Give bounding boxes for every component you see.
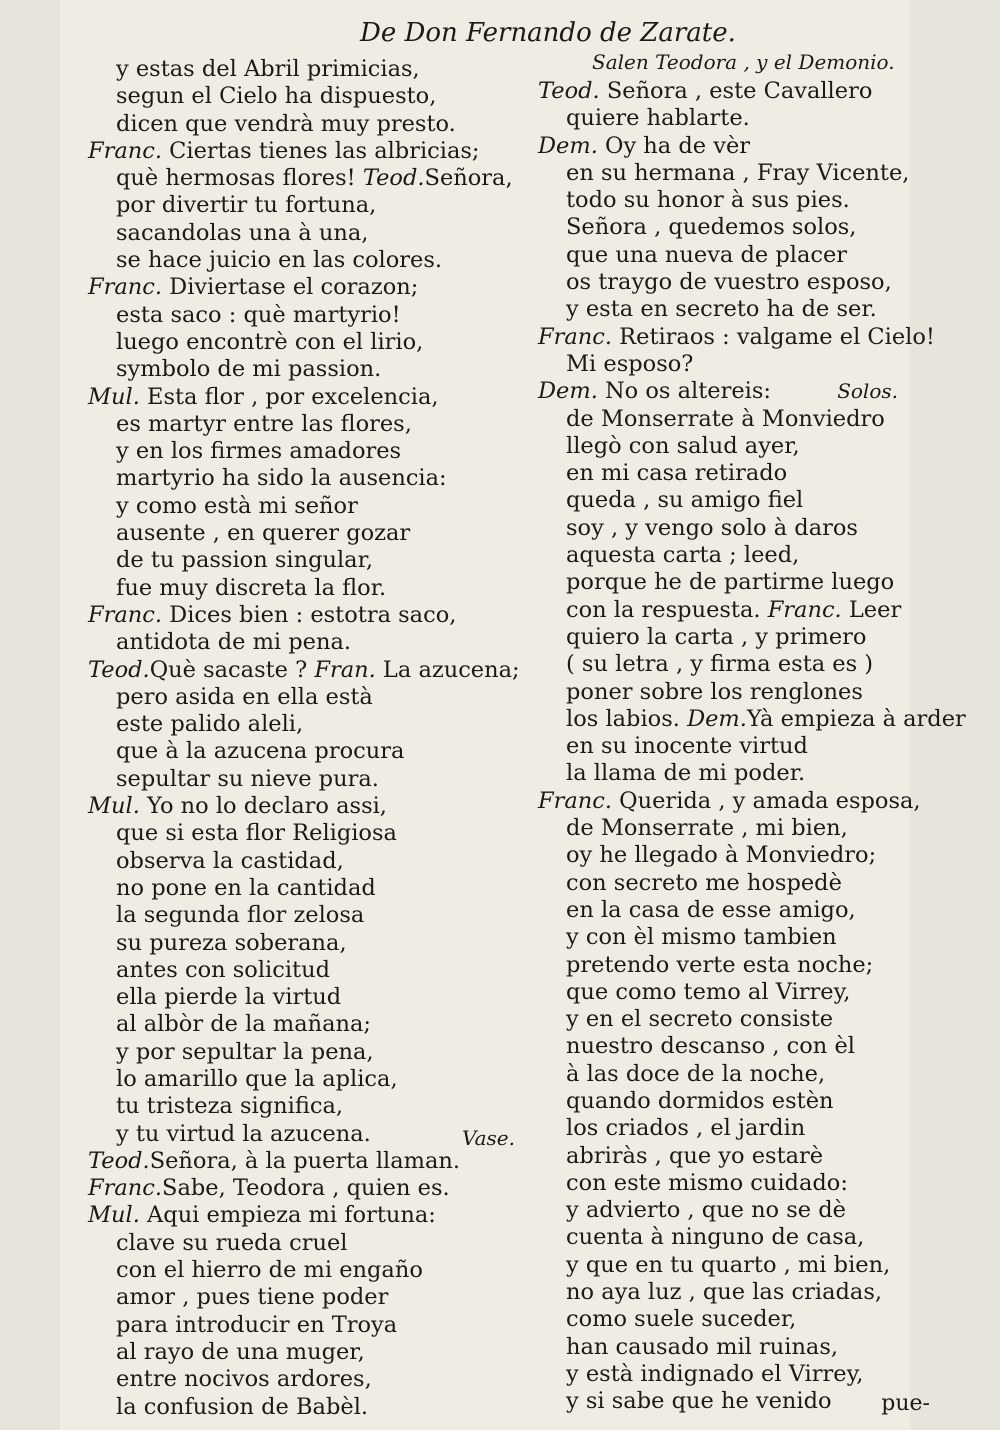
verse-line [538, 679, 898, 706]
verse-line [538, 1115, 898, 1142]
speaker-label: Franc. [88, 601, 163, 628]
verse-line [538, 406, 898, 433]
verse-line [538, 842, 898, 869]
verse-line [538, 979, 898, 1006]
verse-text: y en el secreto consiste [566, 1006, 834, 1033]
verse-text: y si sabe que he venido [566, 1388, 832, 1415]
verse-text: entre nocivos ardores, [116, 1366, 372, 1393]
verse-line [88, 984, 528, 1011]
verse-text: clave su rueda cruel [116, 1229, 348, 1256]
verse-text: martyrio ha sido la ausencia: [116, 465, 447, 492]
verse-text: la llama de mi poder. [566, 760, 806, 787]
verse-text: los labios. [566, 705, 688, 732]
verse-line [538, 733, 898, 760]
verse-line [538, 651, 898, 678]
verse-line [88, 520, 528, 547]
verse-line [88, 930, 528, 957]
verse-line [88, 1339, 528, 1366]
verse-line [538, 433, 898, 460]
verse-line [538, 351, 898, 378]
verse-text: dicen que vendrà muy presto. [116, 110, 456, 137]
speaker-label: Franc. [538, 323, 613, 350]
verse-text: oy he llegado à Monviedro; [566, 842, 877, 869]
verse-text: queda , su amigo fiel [566, 487, 804, 514]
verse-text: y estas del Abril primicias, [116, 56, 420, 82]
verse-line [538, 542, 898, 569]
verse-line [538, 296, 898, 323]
verse-line [88, 165, 528, 192]
verse-text: esta saco : què martyrio! [116, 301, 401, 328]
verse-text: la confusion de Babèl. [116, 1393, 369, 1420]
verse-line [538, 596, 902, 624]
speaker-label: Franc. [88, 137, 163, 164]
verse-text: tu tristeza significa, [116, 1093, 344, 1120]
verse-text: luego encontrè con el lirio, [116, 328, 424, 355]
verse-text: para introducir en Troya [116, 1311, 398, 1338]
verse-text: como suele suceder, [566, 1306, 797, 1333]
verse-line [88, 220, 528, 247]
verse-line [88, 1011, 528, 1038]
verse-line [538, 1279, 898, 1306]
verse-line [88, 1175, 528, 1202]
verse-line [88, 438, 528, 465]
verse-text: no pone en la cantidad [116, 874, 376, 901]
verse-line [88, 957, 528, 984]
verse-text: y como està mi señor [116, 492, 358, 519]
verse-text: segun el Cielo ha dispuesto, [116, 83, 437, 110]
verse-line [88, 547, 528, 574]
verse-text: quiero la carta , y primero [566, 623, 867, 650]
verse-text: al rayo de una muger, [116, 1338, 365, 1365]
verse-text: Diviertase el corazon; [162, 274, 419, 301]
verse-line [88, 684, 528, 711]
verse-text: este palido aleli, [116, 711, 304, 738]
verse-line [538, 870, 898, 897]
verse-line [538, 242, 898, 269]
verse-line [538, 133, 898, 160]
verse-text: Yà empieza à arder [746, 705, 966, 732]
verse-line [538, 1224, 898, 1251]
verse-text: os traygo de vuestro esposo, [566, 269, 892, 296]
left-column [88, 56, 528, 1421]
verse-text: cuenta à ninguno de casa, [566, 1224, 865, 1251]
speaker-label: Franc. [538, 787, 613, 814]
verse-line [88, 629, 528, 656]
speaker-label: Dem. [538, 378, 598, 405]
speaker-label: Fran. [314, 656, 376, 683]
verse-line [538, 787, 921, 815]
verse-text: con el hierro de mi engaño [116, 1257, 423, 1284]
verse-line [88, 192, 528, 219]
verse-line [88, 1093, 528, 1120]
verse-line [88, 356, 528, 383]
verse-line [88, 465, 528, 492]
verse-line [538, 1197, 898, 1224]
verse-text: y en los firmes amadores [116, 438, 402, 465]
verse-line [538, 569, 898, 596]
stage-direction-vase: Vase. [462, 1126, 515, 1150]
verse-text: sepultar su nieve pura. [116, 765, 379, 792]
verse-text: no aya luz , que las criadas, [566, 1279, 883, 1306]
verse-line [538, 269, 898, 296]
verse-line [538, 323, 935, 351]
verse-text: en su hermana , Fray Vicente, [566, 159, 910, 186]
verse-text: observa la castidad, [116, 847, 344, 874]
verse-text: Señora , este Cavallero [599, 78, 873, 104]
verse-text: La azucena; [375, 656, 520, 683]
verse-text: y por sepultar la pena, [116, 1038, 374, 1065]
speaker-label: Teod. [362, 165, 425, 192]
verse-line [88, 738, 528, 765]
verse-line [88, 493, 528, 520]
verse-line [538, 1306, 898, 1333]
speaker-label: Mul. [88, 1202, 140, 1229]
verse-line [538, 815, 898, 842]
verse-line [538, 624, 898, 651]
verse-line [88, 848, 528, 875]
verse-text: què hermosas flores! [116, 165, 363, 192]
verse-text: pero asida en ella està [116, 683, 373, 710]
verse-text: que como temo al Virrey, [566, 978, 851, 1005]
verse-line [538, 460, 898, 487]
verse-line [88, 274, 528, 301]
verse-line [88, 902, 528, 929]
verse-text: los criados , el jardin [566, 1115, 806, 1142]
verse-line [88, 1284, 528, 1311]
stage-direction-salen: Salen Teodora , y el Demonio. [592, 50, 895, 74]
verse-line [88, 1202, 528, 1229]
verse-line [538, 187, 898, 214]
verse-line [88, 766, 528, 793]
verse-text: abriràs , que yo estarè [566, 1142, 824, 1169]
verse-text: su pureza soberana, [116, 929, 347, 956]
verse-text: de tu passion singular, [116, 547, 374, 574]
verse-text: es martyr entre las flores, [116, 410, 412, 437]
verse-text: Leer [841, 596, 902, 623]
speaker-label: Mul. [88, 383, 140, 410]
verse-text: con la respuesta. [566, 596, 768, 623]
verse-line [88, 329, 528, 356]
verse-text: y esta en secreto ha de ser. [566, 296, 877, 323]
verse-line [88, 793, 528, 820]
left-margin-bleed [0, 0, 60, 1430]
verse-text: al albòr de la mañana; [116, 1011, 372, 1038]
verse-text: Querida , y amada esposa, [612, 787, 921, 814]
verse-line [88, 111, 528, 138]
right-column [538, 78, 966, 1416]
verse-line [538, 924, 898, 951]
verse-line [88, 1148, 528, 1175]
verse-text: à las doce de la noche, [566, 1060, 826, 1087]
verse-text: pretendo verte esta noche; [566, 951, 874, 978]
verse-text: nuestro descanso , con èl [566, 1033, 855, 1060]
verse-line [88, 247, 528, 274]
verse-text: que una nueva de placer [566, 241, 848, 268]
verse-text: Esta flor , por excelencia, [139, 383, 439, 410]
verse-line [538, 1006, 898, 1033]
verse-line [538, 78, 898, 105]
running-head: De Don Fernando de Zarate. [360, 18, 736, 48]
verse-text: ella pierde la virtud [116, 984, 342, 1011]
verse-line [88, 83, 528, 110]
verse-text: y està indignado el Virrey, [566, 1360, 864, 1387]
verse-line [88, 138, 528, 165]
verse-line [538, 487, 898, 514]
verse-text: Yo no lo declaro assi, [139, 793, 387, 820]
verse-text: Aqui empieza mi fortuna: [139, 1202, 436, 1229]
verse-text: Dices bien : estotra saco, [162, 601, 457, 628]
verse-line [88, 1312, 528, 1339]
verse-text: Sabe, Teodora , quien es. [162, 1175, 450, 1202]
verse-line [538, 1170, 898, 1197]
verse-line [538, 515, 898, 542]
speaker-label: Teod. [538, 78, 600, 104]
stage-direction-solos: Solos. [837, 379, 898, 404]
verse-line [88, 1039, 528, 1066]
verse-line [538, 378, 898, 405]
verse-text: amor , pues tiene poder [116, 1284, 389, 1311]
verse-line [88, 711, 528, 738]
verse-text: aquesta carta ; leed, [566, 542, 800, 569]
verse-line [538, 105, 898, 132]
verse-text: en su inocente virtud [566, 733, 808, 760]
verse-text: poner sobre los renglones [566, 678, 863, 705]
verse-text: han causado mil ruinas, [566, 1333, 839, 1360]
verse-text: sacandolas una à una, [116, 219, 369, 246]
verse-line [88, 602, 528, 629]
verse-line [538, 214, 898, 241]
speaker-label: Teod. [88, 656, 150, 683]
verse-text: quiere hablarte. [566, 105, 750, 132]
verse-text: Què sacaste ? [149, 656, 315, 683]
verse-text: Señora , quedemos solos, [566, 214, 857, 241]
verse-text: soy , y vengo solo à daros [566, 514, 858, 541]
verse-line [538, 1388, 898, 1415]
verse-line [88, 1257, 528, 1284]
verse-text: la segunda flor zelosa [116, 902, 365, 929]
verse-line [538, 1334, 898, 1361]
verse-text: Retiraos : valgame el Cielo! [612, 323, 935, 350]
speaker-label: Dem. [538, 132, 598, 159]
speaker-label: Mul. [88, 793, 140, 820]
verse-line [88, 384, 528, 411]
speaker-label: Dem. [687, 705, 747, 732]
verse-text: de Monserrate à Monviedro [566, 405, 885, 432]
verse-text: y tu virtud la azucena. [116, 1120, 371, 1147]
verse-text: todo su honor à sus pies. [566, 187, 850, 214]
verse-text: No os altereis: [597, 378, 771, 405]
verse-text: que à la azucena procura [116, 738, 405, 765]
verse-line [88, 1394, 528, 1421]
verse-line [538, 1088, 898, 1115]
speaker-label: Franc. [767, 596, 842, 623]
verse-line [538, 952, 898, 979]
verse-text: ( su letra , y firma esta es ) [566, 651, 874, 678]
verse-text: antidota de mi pena. [116, 629, 352, 656]
verse-text: antes con solicitud [116, 956, 330, 983]
verse-line [88, 575, 528, 602]
verse-text: llegò con salud ayer, [566, 432, 800, 459]
verse-line [88, 1230, 528, 1257]
verse-line [538, 705, 966, 733]
verse-text: Ciertas tienes las albricias; [162, 137, 480, 164]
verse-line [88, 302, 528, 329]
verse-text: Señora, [424, 165, 513, 192]
verse-text: Oy ha de vèr [597, 132, 751, 159]
verse-text: se hace juicio en las colores. [116, 247, 443, 274]
verse-text: fue muy discreta la flor. [116, 574, 387, 601]
verse-text: quando dormidos estèn [566, 1087, 834, 1114]
verse-text: y advierto , que no se dè [566, 1197, 846, 1224]
verse-text: en la casa de esse amigo, [566, 896, 856, 923]
verse-line [538, 897, 898, 924]
verse-line [538, 760, 898, 787]
verse-line [88, 657, 528, 684]
verse-line [538, 1143, 898, 1170]
verse-text: con este mismo cuidado: [566, 1169, 848, 1196]
verse-text: y que en tu quarto , mi bien, [566, 1251, 891, 1278]
verse-line [88, 1366, 528, 1393]
verse-text: de Monserrate , mi bien, [566, 815, 848, 842]
speaker-label: Franc. [88, 274, 163, 301]
verse-line [88, 875, 528, 902]
verse-line [88, 56, 528, 83]
verse-text: ausente , en querer gozar [116, 520, 411, 547]
verse-line [88, 1066, 528, 1093]
catchword: pue- [881, 1391, 930, 1416]
verse-text: y con èl mismo tambien [566, 924, 837, 951]
verse-text: porque he de partirme luego [566, 569, 895, 596]
verse-text: lo amarillo que la aplica, [116, 1065, 398, 1092]
verse-text: que si esta flor Religiosa [116, 820, 397, 847]
verse-line [538, 1361, 898, 1388]
verse-text: por divertir tu fortuna, [116, 192, 377, 219]
verse-line [88, 820, 528, 847]
verse-line [538, 1033, 898, 1060]
verse-text: en mi casa retirado [566, 460, 788, 487]
verse-line [538, 1252, 898, 1279]
verse-text: Señora, à la puerta llaman. [149, 1147, 461, 1174]
verse-line [88, 411, 528, 438]
verse-line [538, 159, 910, 187]
speaker-label: Teod. [88, 1147, 150, 1174]
verse-text: symbolo de mi passion. [116, 356, 382, 383]
verse-line [538, 1061, 898, 1088]
verse-text: con secreto me hospedè [566, 869, 842, 896]
verse-text: Mi esposo? [566, 350, 694, 377]
speaker-label: Franc. [88, 1175, 163, 1202]
